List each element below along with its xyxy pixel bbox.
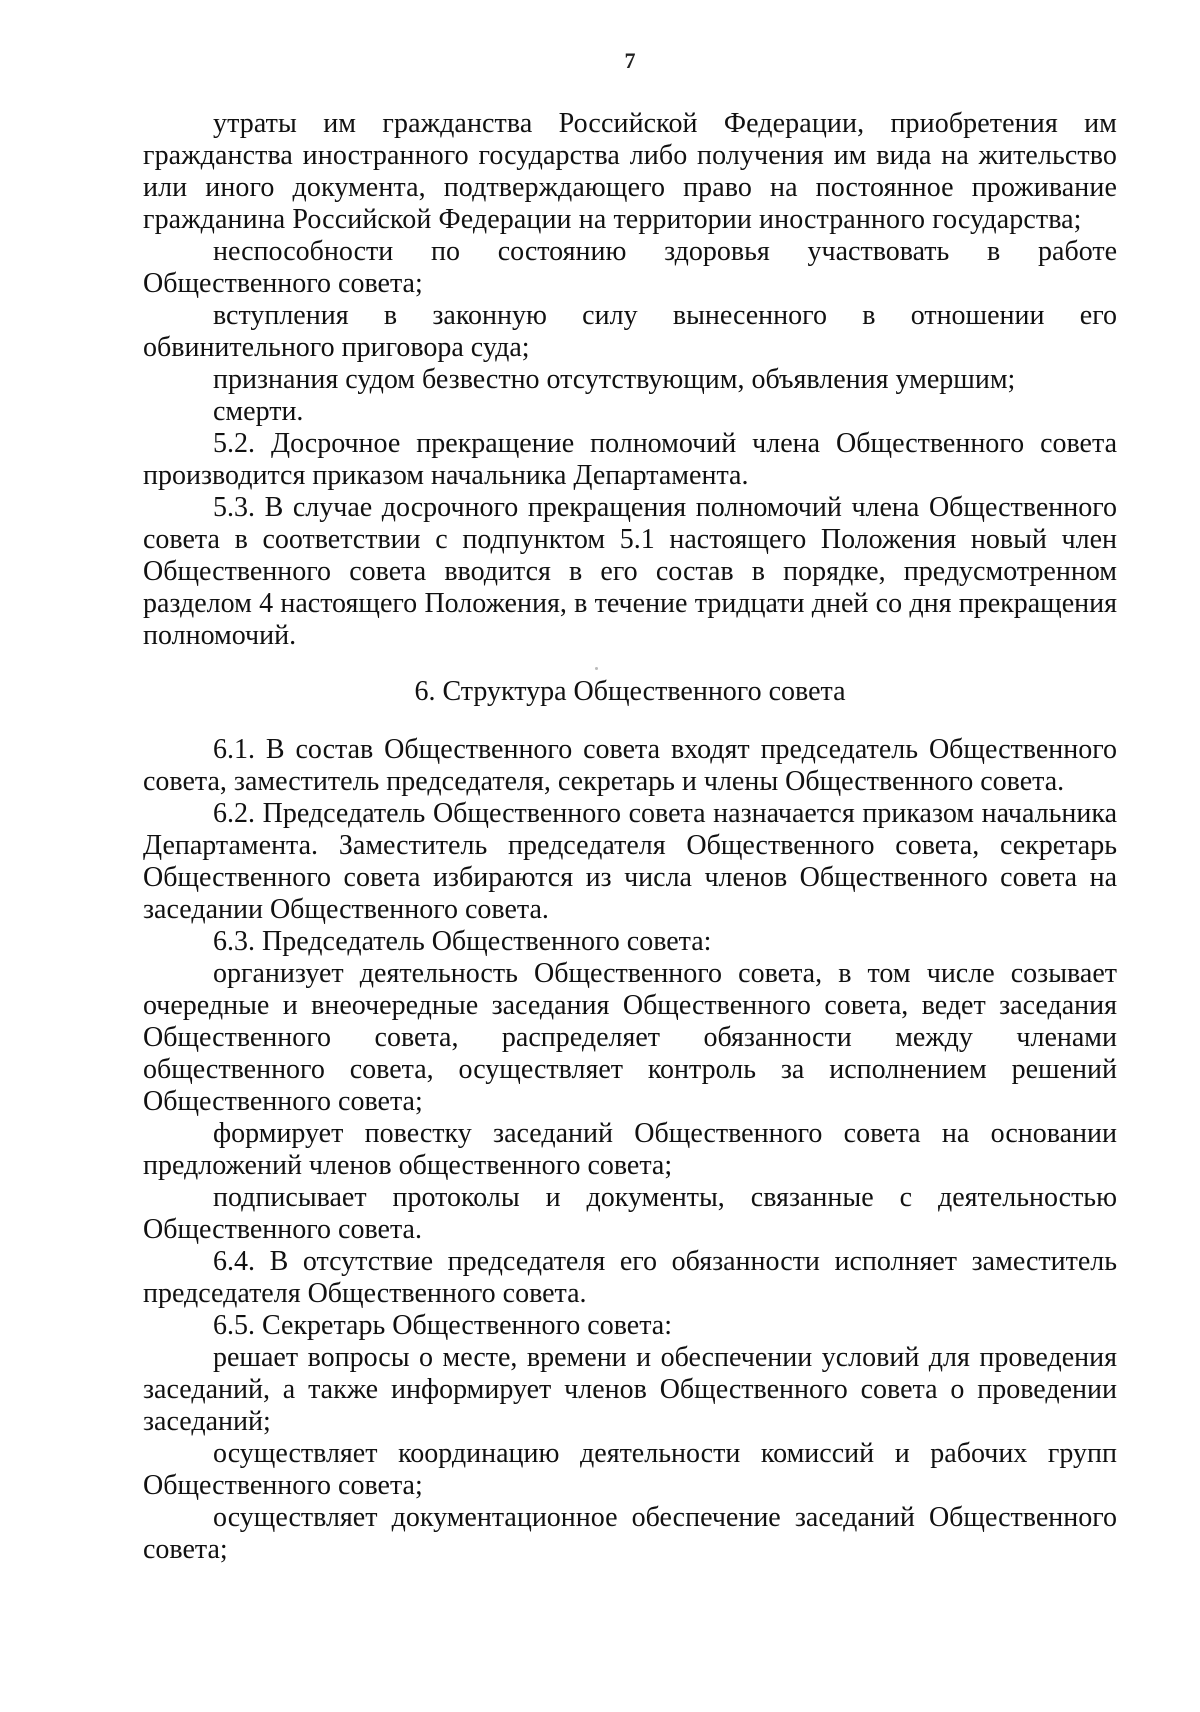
paragraph: утраты им гражданства Российской Федерации, приобретения им гражданства иностранного государства либо получения им вида на жительство или иного документа, подтверждающего право на постоянное проживание гражданина Российской Федерации на территории иностранного государства; — [143, 108, 1117, 235]
paragraph: 6.2. Председатель Общественного совета назначается приказом начальника Департамента. Заместитель председателя Общественного совета, секретарь Общественного совета избираются из числа членов Общественного совета на заседании Общественного совета. — [143, 798, 1117, 925]
paragraph: 5.2. Досрочное прекращение полномочий члена Общественного совета производится приказом начальника Департамента. — [143, 428, 1117, 491]
paragraph: решает вопросы о месте, времени и обеспечении условий для проведения заседаний, а также информирует членов Общественного совета о проведении заседаний; — [143, 1342, 1117, 1437]
paragraph: смерти. — [213, 396, 304, 427]
paragraph: формирует повестку заседаний Общественного совета на основании предложений членов общественного совета; — [143, 1118, 1117, 1181]
paragraph: 6.3. Председатель Общественного совета: — [213, 926, 712, 957]
paragraph: 5.3. В случае досрочного прекращения полномочий члена Общественного совета в соответствии с подпунктом 5.1 настоящего Положения новый член Общественного совета вводится в его состав в порядке, предусмотренном разделом 4 настоящего Положения, в течение тридцати дней со дня прекращения полномочий. — [143, 492, 1117, 651]
paragraph: признания судом безвестно отсутствующим, объявления умершим; — [213, 364, 1016, 395]
document-body — [143, 108, 1117, 1566]
paragraph: осуществляет документационное обеспечение заседаний Общественного совета; — [143, 1502, 1117, 1565]
paragraph: подписывает протоколы и документы, связанные с деятельностью Общественного совета. — [143, 1182, 1117, 1245]
paragraph: 6.5. Секретарь Общественного совета: — [213, 1310, 673, 1341]
paragraph: 6.4. В отсутствие председателя его обязанности исполняет заместитель председателя Общественного совета. — [143, 1246, 1117, 1309]
section-heading: 6. Структура Общественного совета — [414, 676, 846, 707]
page-number: 7 — [624, 48, 636, 73]
scan-speck — [595, 667, 598, 670]
paragraph: вступления в законную силу вынесенного в отношении его обвинительного приговора суда; — [143, 300, 1117, 363]
paragraph: неспособности по состоянию здоровья участвовать в работе Общественного совета; — [143, 236, 1117, 299]
paragraph: организует деятельность Общественного совета, в том числе созывает очередные и внеочередные заседания Общественного совета, ведет заседания Общественного совета, распределяет обязанности между членами общественного совета, осуществляет контроль за исполнением решений Общественного совета; — [143, 958, 1117, 1117]
paragraph: осуществляет координацию деятельности комиссий и рабочих групп Общественного совета; — [143, 1438, 1117, 1501]
paragraph: 6.1. В состав Общественного совета входят председатель Общественного совета, заместитель председателя, секретарь и члены Общественного совета. — [143, 734, 1117, 797]
